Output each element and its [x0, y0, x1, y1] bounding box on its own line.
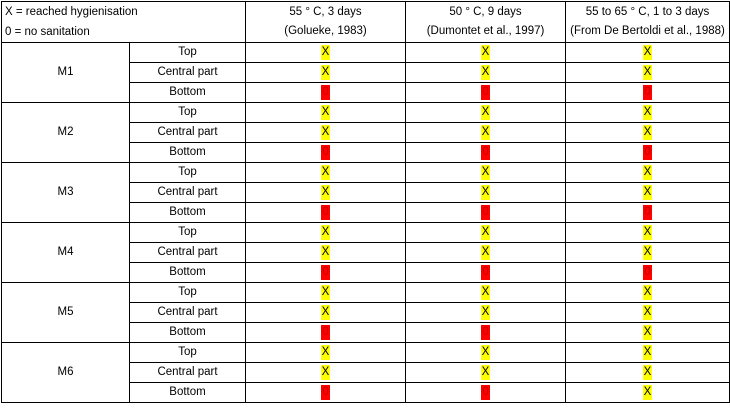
sample-label: M1: [2, 43, 130, 103]
position-label: Bottom: [130, 323, 246, 343]
result-cell: [406, 263, 566, 283]
no-sanitation-mark: 0: [322, 266, 329, 278]
result-cell: [566, 63, 730, 83]
reached-hygienisation-mark: X: [481, 246, 490, 258]
result-cell: [246, 103, 406, 123]
position-label: Bottom: [130, 203, 246, 223]
result-cell: [406, 283, 566, 303]
reached-hygienisation-mark: X: [481, 366, 490, 378]
result-cell: [406, 143, 566, 163]
reached-hygienisation-mark: X: [321, 306, 330, 318]
reached-hygienisation-mark: X: [481, 166, 490, 178]
table-row: [2, 283, 730, 303]
reached-hygienisation-mark: X: [481, 286, 490, 298]
result-cell: [246, 283, 406, 303]
reached-hygienisation-mark: X: [481, 46, 490, 58]
hygienisation-table: [1, 1, 730, 403]
reached-hygienisation-mark: X: [643, 226, 652, 238]
result-cell: [566, 243, 730, 263]
result-cell: [566, 323, 730, 343]
position-label: Bottom: [130, 143, 246, 163]
position-label: Bottom: [130, 383, 246, 403]
result-cell: [246, 383, 406, 403]
reached-hygienisation-mark: X: [321, 366, 330, 378]
column-header-condition: 55 ° C, 3 days: [289, 6, 362, 18]
result-cell: [566, 303, 730, 323]
result-cell: [246, 263, 406, 283]
position-label: Central part: [130, 183, 246, 203]
reached-hygienisation-mark: X: [321, 126, 330, 138]
result-cell: [246, 183, 406, 203]
reached-hygienisation-mark: X: [643, 386, 652, 398]
result-cell: [566, 223, 730, 243]
reached-hygienisation-mark: X: [643, 66, 652, 78]
result-cell: [566, 43, 730, 63]
result-cell: [566, 263, 730, 283]
reached-hygienisation-mark: X: [481, 306, 490, 318]
result-cell: [406, 323, 566, 343]
result-cell: [406, 183, 566, 203]
result-cell: [246, 163, 406, 183]
result-cell: [566, 103, 730, 123]
position-label: Top: [130, 223, 246, 243]
reached-hygienisation-mark: X: [321, 226, 330, 238]
reached-hygienisation-mark: X: [321, 346, 330, 358]
legend-cell: [2, 2, 246, 43]
result-cell: [246, 223, 406, 243]
no-sanitation-mark: 0: [644, 206, 651, 218]
result-cell: [406, 63, 566, 83]
result-cell: [566, 123, 730, 143]
no-sanitation-mark: 0: [482, 146, 489, 158]
no-sanitation-mark: 0: [644, 86, 651, 98]
result-cell: [246, 303, 406, 323]
sample-label: M5: [2, 283, 130, 343]
result-cell: [566, 383, 730, 403]
no-sanitation-mark: 0: [644, 146, 651, 158]
reached-hygienisation-mark: X: [481, 346, 490, 358]
reached-hygienisation-mark: X: [481, 106, 490, 118]
position-label: Central part: [130, 243, 246, 263]
no-sanitation-mark: 0: [322, 86, 329, 98]
no-sanitation-mark: 0: [322, 326, 329, 338]
reached-hygienisation-mark: X: [481, 126, 490, 138]
sample-label: M6: [2, 343, 130, 403]
result-cell: [406, 83, 566, 103]
position-label: Bottom: [130, 83, 246, 103]
reached-hygienisation-mark: X: [643, 166, 652, 178]
no-sanitation-mark: 0: [482, 206, 489, 218]
result-cell: [246, 63, 406, 83]
sample-label: M2: [2, 103, 130, 163]
result-cell: [566, 143, 730, 163]
result-cell: [246, 343, 406, 363]
reached-hygienisation-mark: X: [321, 66, 330, 78]
reached-hygienisation-mark: X: [643, 306, 652, 318]
result-cell: [246, 83, 406, 103]
reached-hygienisation-mark: X: [321, 246, 330, 258]
header-row: [2, 2, 730, 43]
position-label: Top: [130, 163, 246, 183]
result-cell: [566, 183, 730, 203]
column-header-reference: (Dumontet et al., 1997): [426, 25, 545, 37]
position-label: Central part: [130, 123, 246, 143]
result-cell: [246, 203, 406, 223]
result-cell: [246, 243, 406, 263]
reached-hygienisation-mark: X: [643, 46, 652, 58]
sample-label: M3: [2, 163, 130, 223]
no-sanitation-mark: 0: [482, 326, 489, 338]
no-sanitation-mark: 0: [322, 206, 329, 218]
reached-hygienisation-mark: X: [643, 326, 652, 338]
reached-hygienisation-mark: X: [481, 186, 490, 198]
column-header-de-bertoldi: [566, 2, 730, 43]
column-header-reference: (From De Bertoldi et al., 1988): [570, 25, 725, 37]
table-row: [2, 103, 730, 123]
position-label: Top: [130, 103, 246, 123]
table-row: [2, 223, 730, 243]
column-header-condition: 50 ° C, 9 days: [449, 6, 522, 18]
position-label: Bottom: [130, 263, 246, 283]
reached-hygienisation-mark: X: [481, 66, 490, 78]
reached-hygienisation-mark: X: [481, 226, 490, 238]
position-label: Central part: [130, 303, 246, 323]
reached-hygienisation-mark: X: [643, 246, 652, 258]
no-sanitation-mark: 0: [482, 266, 489, 278]
result-cell: [406, 203, 566, 223]
result-cell: [406, 43, 566, 63]
reached-hygienisation-mark: X: [321, 106, 330, 118]
result-cell: [246, 123, 406, 143]
no-sanitation-mark: 0: [322, 146, 329, 158]
result-cell: [406, 383, 566, 403]
column-header-golueke: [246, 2, 406, 43]
reached-hygienisation-mark: X: [643, 186, 652, 198]
result-cell: [406, 343, 566, 363]
table-row: [2, 43, 730, 63]
no-sanitation-mark: 0: [482, 86, 489, 98]
result-cell: [246, 363, 406, 383]
position-label: Central part: [130, 363, 246, 383]
legend-no-sanitation: 0 = no sanitation: [5, 26, 90, 38]
result-cell: [566, 203, 730, 223]
reached-hygienisation-mark: X: [321, 46, 330, 58]
position-label: Top: [130, 43, 246, 63]
result-cell: [406, 163, 566, 183]
reached-hygienisation-mark: X: [643, 366, 652, 378]
position-label: Central part: [130, 63, 246, 83]
result-cell: [566, 83, 730, 103]
table-row: [2, 343, 730, 363]
reached-hygienisation-mark: X: [321, 166, 330, 178]
result-cell: [566, 343, 730, 363]
table-row: [2, 163, 730, 183]
result-cell: [406, 103, 566, 123]
sample-label: M4: [2, 223, 130, 283]
position-label: Top: [130, 283, 246, 303]
reached-hygienisation-mark: X: [321, 286, 330, 298]
legend-reached: X = reached hygienisation: [5, 6, 138, 18]
column-header-condition: 55 to 65 ° C, 1 to 3 days: [585, 6, 710, 18]
result-cell: [406, 243, 566, 263]
result-cell: [566, 163, 730, 183]
no-sanitation-mark: 0: [644, 266, 651, 278]
result-cell: [406, 223, 566, 243]
result-cell: [406, 363, 566, 383]
reached-hygienisation-mark: X: [321, 186, 330, 198]
result-cell: [566, 363, 730, 383]
column-header-dumontet: [406, 2, 566, 43]
result-cell: [406, 303, 566, 323]
no-sanitation-mark: 0: [322, 386, 329, 398]
reached-hygienisation-mark: X: [643, 286, 652, 298]
result-cell: [246, 323, 406, 343]
result-cell: [566, 283, 730, 303]
column-header-reference: (Golueke, 1983): [284, 25, 367, 37]
table-body: [2, 43, 730, 403]
result-cell: [246, 143, 406, 163]
no-sanitation-mark: 0: [482, 386, 489, 398]
result-cell: [406, 123, 566, 143]
reached-hygienisation-mark: X: [643, 346, 652, 358]
reached-hygienisation-mark: X: [643, 126, 652, 138]
reached-hygienisation-mark: X: [643, 106, 652, 118]
result-cell: [246, 43, 406, 63]
position-label: Top: [130, 343, 246, 363]
